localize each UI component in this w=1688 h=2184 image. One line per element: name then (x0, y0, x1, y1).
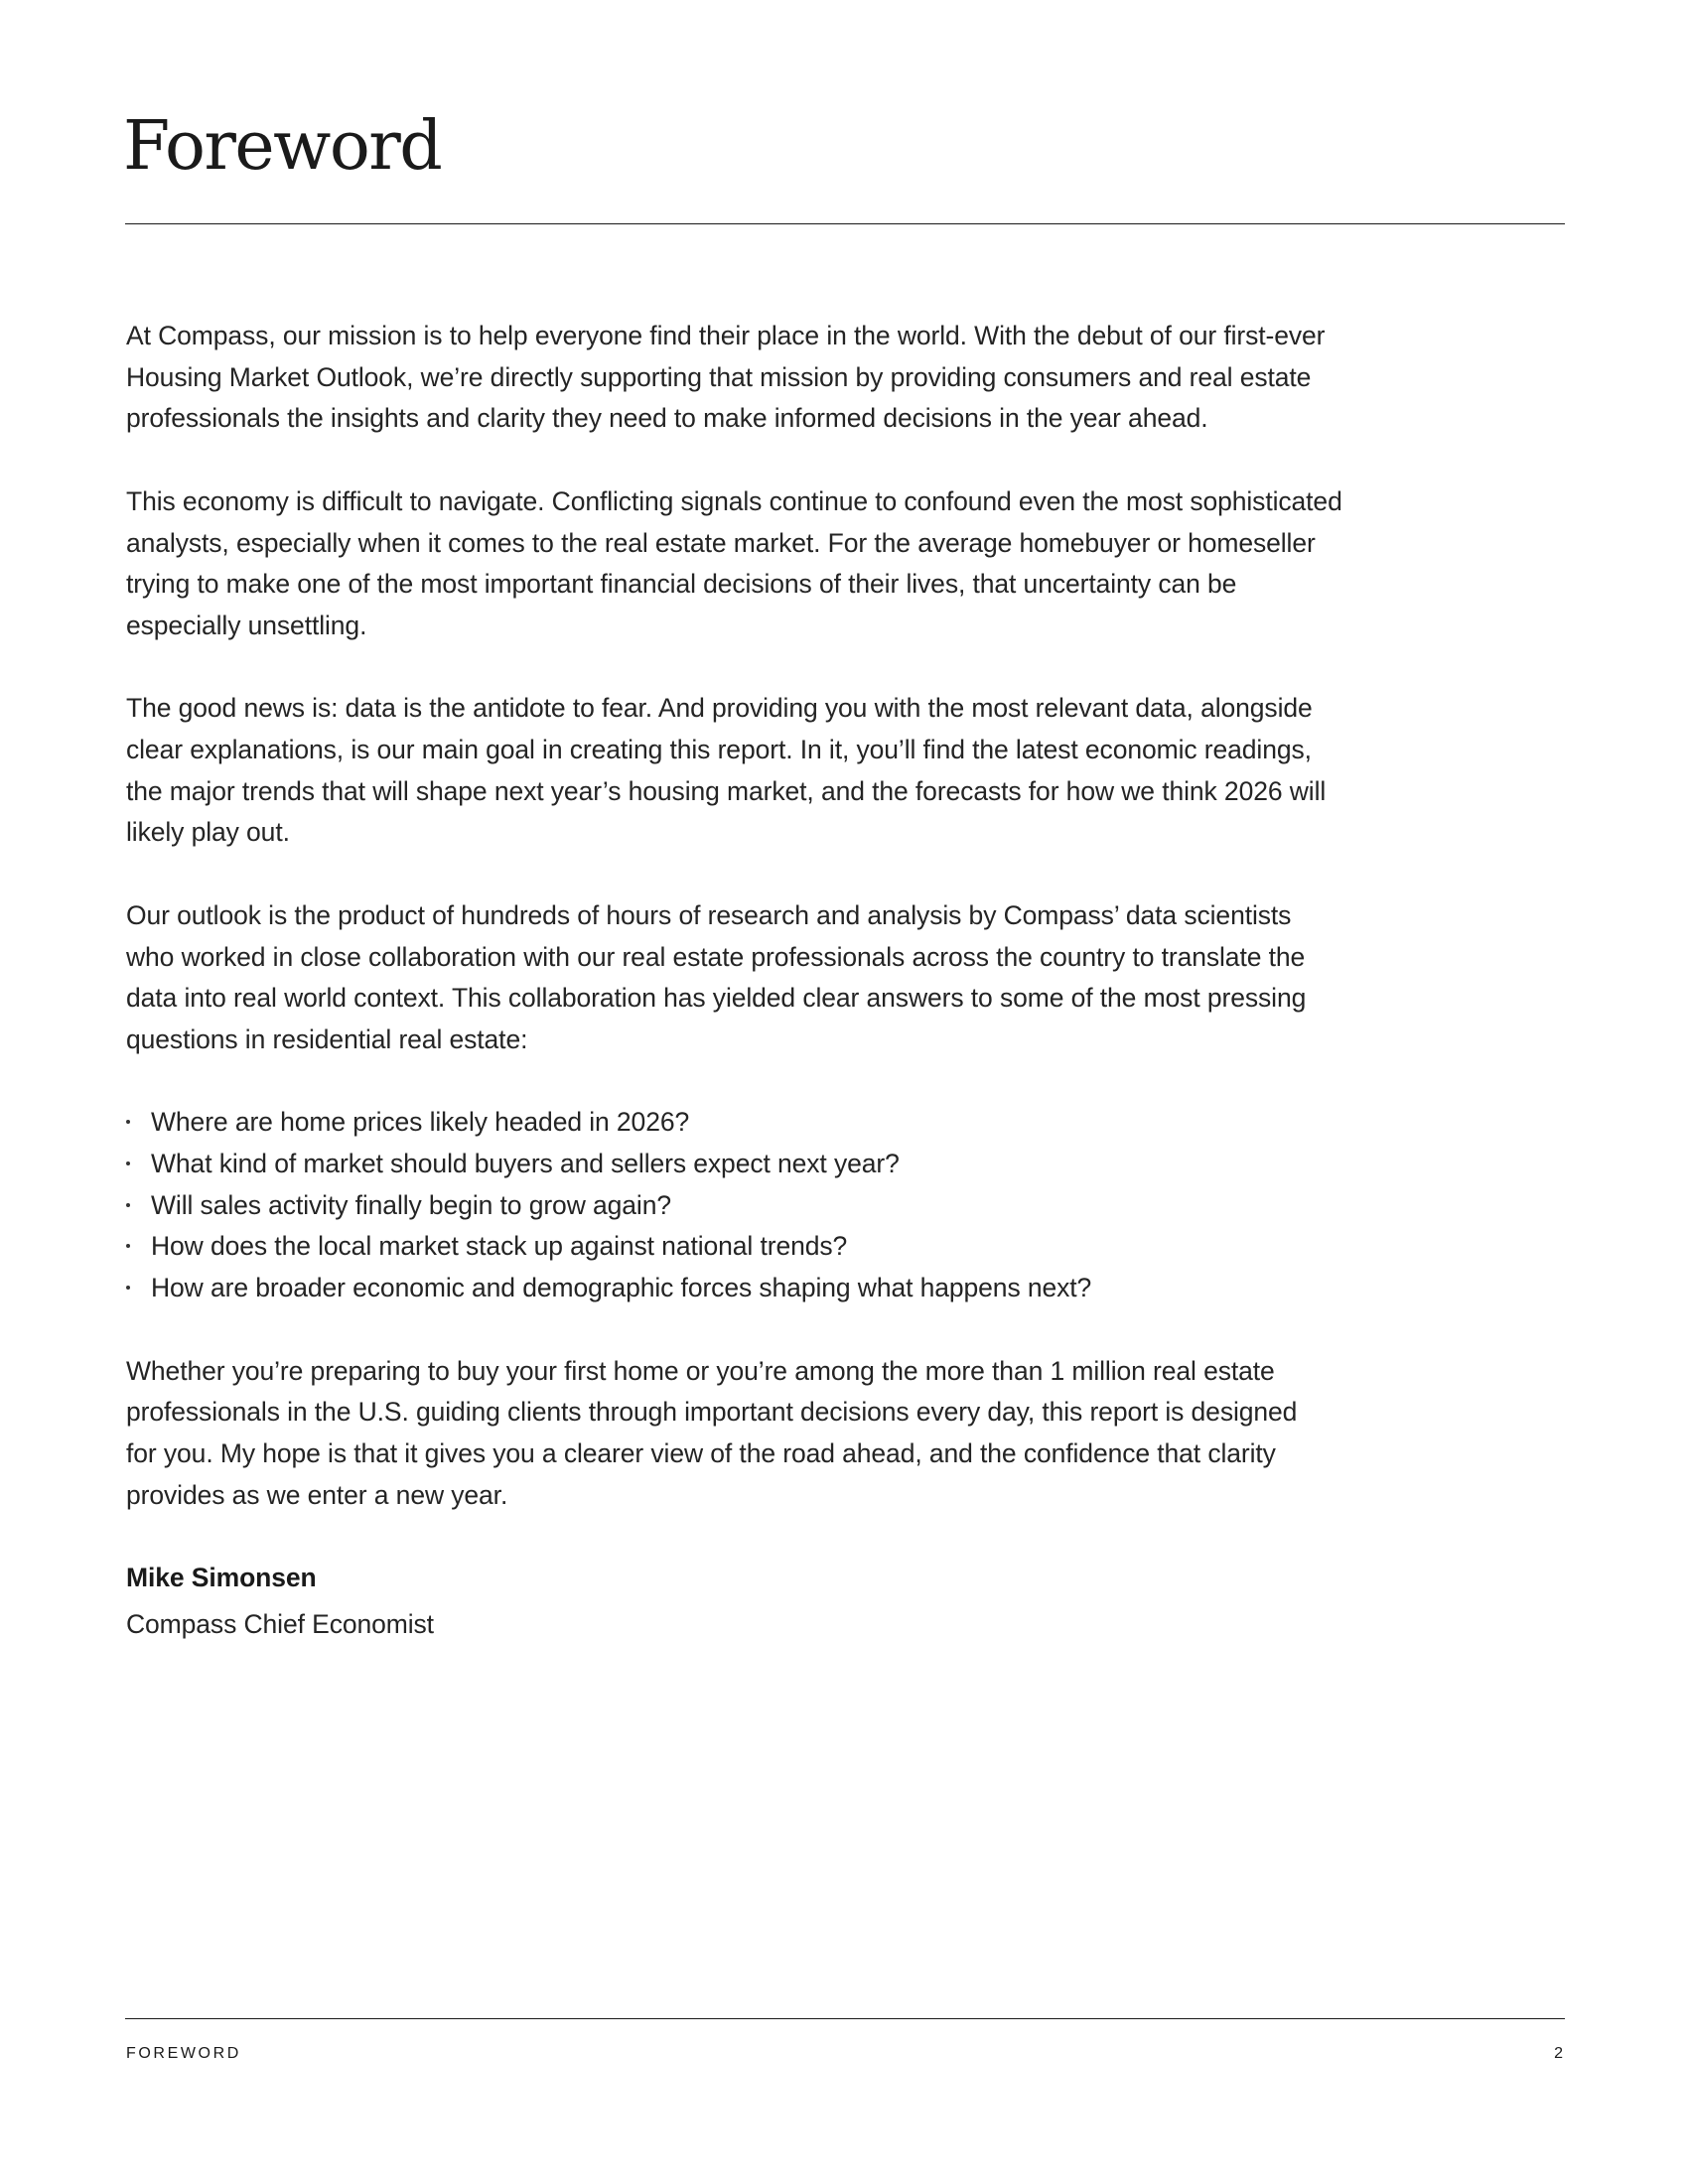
foreword-body (126, 316, 1576, 1645)
text-line: the major trends that will shape next year’s housing market, and the forecasts for how we think 2026 will (126, 775, 1327, 806)
signature-name: Mike Simonsen (126, 1563, 317, 1592)
list-item (126, 1102, 1576, 1144)
bullet-icon (126, 1203, 130, 1207)
list-item (126, 1268, 1576, 1309)
bullet-icon (126, 1120, 130, 1124)
list-item-text: How are broader economic and demographic forces shaping what happens next? (151, 1273, 1092, 1303)
text-line: Our outlook is the product of hundreds of hours of research and analysis by Compass’ data scientists (126, 899, 1292, 930)
text-line: who worked in close collaboration with our real estate professionals across the country to translate the (126, 941, 1306, 972)
list-item (126, 1185, 1576, 1227)
paragraph-mission (126, 316, 1576, 440)
page-number: 2 (1554, 2045, 1563, 2062)
text-line: provides as we enter a new year. (126, 1479, 508, 1510)
paragraph-good-news (126, 688, 1576, 854)
text-line: data into real world context. This collaboration has yielded clear answers to some of the most pressing (126, 983, 1307, 1014)
text-line: professionals the insights and clarity they need to make informed decisions in the year ahead. (126, 403, 1208, 434)
bullet-icon (126, 1286, 130, 1290)
paragraph-closing (126, 1351, 1576, 1517)
text-line: Whether you’re preparing to buy your first home or you’re among the more than 1 million real estate (126, 1355, 1275, 1386)
text-line: for you. My hope is that it gives you a clearer view of the road ahead, and the confidence that clarity (126, 1437, 1276, 1468)
text-line: Housing Market Outlook, we’re directly supporting that mission by providing consumers and real estate (126, 361, 1312, 392)
signature-block (126, 1558, 1576, 1645)
text-line: trying to make one of the most important financial decisions of their lives, that uncertainty can be (126, 569, 1237, 600)
list-item (126, 1144, 1576, 1185)
list-item-text: Will sales activity finally begin to grow again? (151, 1189, 671, 1220)
list-item-text: How does the local market stack up against national trends? (151, 1231, 848, 1262)
text-line: clear explanations, is our main goal in creating this report. In it, you’ll find the latest economic readings, (126, 735, 1312, 764)
footer-divider (125, 2018, 1565, 2019)
questions-list (126, 1102, 1576, 1309)
text-line: At Compass, our mission is to help everyone find their place in the world. With the debut of our first-ever (126, 321, 1326, 350)
bullet-icon (126, 1161, 130, 1165)
text-line: The good news is: data is the antidote to fear. And providing you with the most relevant data, alongside (126, 693, 1313, 724)
text-line: professionals in the U.S. guiding clients through important decisions every day, this report is designed (126, 1397, 1298, 1428)
text-line: likely play out. (126, 817, 290, 848)
title-divider (125, 223, 1565, 224)
bullet-icon (126, 1244, 130, 1248)
footer-section-label: FOREWORD (126, 2045, 241, 2062)
list-item-text: What kind of market should buyers and sellers expect next year? (151, 1149, 900, 1178)
text-line: questions in residential real estate: (126, 1024, 528, 1054)
list-item-text: Where are home prices likely headed in 2026? (151, 1107, 690, 1138)
text-line: especially unsettling. (126, 610, 367, 640)
page-title: Foreword (123, 107, 442, 186)
signature-title: Compass Chief Economist (126, 1608, 434, 1639)
list-item (126, 1226, 1576, 1268)
text-line: analysts, especially when it comes to the real estate market. For the average homebuyer or homeseller (126, 527, 1316, 558)
text-line: This economy is difficult to navigate. Conflicting signals continue to confound even the most sophisticated (126, 485, 1342, 516)
paragraph-outlook (126, 895, 1576, 1061)
paragraph-economy (126, 481, 1576, 647)
